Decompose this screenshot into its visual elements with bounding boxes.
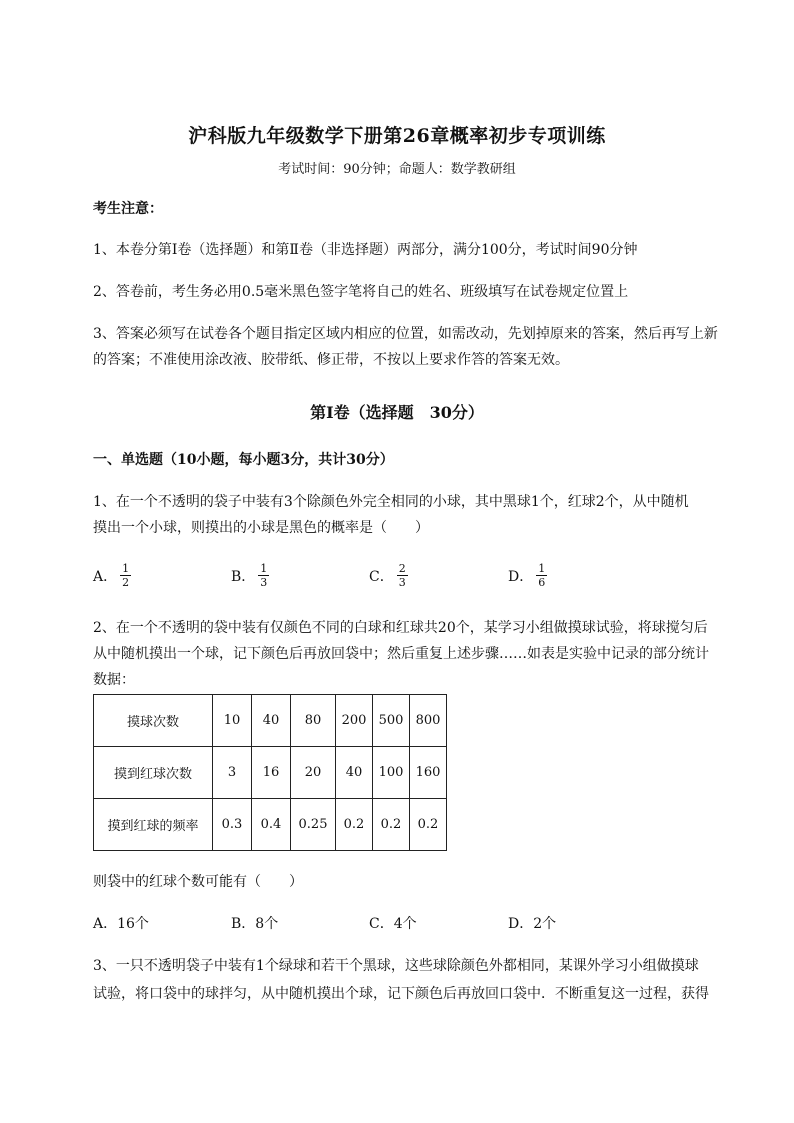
table-cell: 20 bbox=[291, 747, 336, 799]
table-row bbox=[94, 747, 447, 799]
q3-line2: 试验，将口袋中的球拌匀，从中随机摸出个球，记下颜色后再放回口袋中．不断重复这一过程，获得 bbox=[93, 986, 709, 1002]
q2-line3: 数据： bbox=[93, 672, 135, 688]
table-cell: 200 bbox=[336, 695, 373, 747]
q1-option-d bbox=[508, 562, 547, 589]
q2-option-b: B．8个 bbox=[231, 916, 279, 932]
numerator: 1 bbox=[538, 562, 546, 575]
denominator: 3 bbox=[260, 576, 268, 589]
notice-heading: 考生注意： bbox=[93, 201, 163, 217]
table-cell: 16 bbox=[252, 747, 291, 799]
q1-option-b bbox=[231, 562, 269, 589]
option-label: B． bbox=[231, 568, 256, 585]
row-label: 摸到红球的频率 bbox=[94, 799, 213, 851]
option-label: A． bbox=[93, 568, 118, 585]
q3-line1: 3、一只不透明袋子中装有1个绿球和若干个黑球，这些球除颜色外都相同，某课外学习小组做摸球 bbox=[93, 958, 699, 974]
table-cell: 160 bbox=[410, 747, 447, 799]
fraction bbox=[536, 562, 547, 589]
numerator: 1 bbox=[260, 562, 268, 575]
q2-line1: 2、在一个不透明的袋中装有仅颜色不同的白球和红球共20个，某学习小组做摸球试验，将球搅匀后 bbox=[93, 620, 708, 636]
table-cell: 10 bbox=[213, 695, 252, 747]
notice-item-3-line1: 3、答案必须写在试卷各个题目指定区域内相应的位置，如需改动，先划掉原来的答案，然后再写上新 bbox=[93, 326, 718, 342]
table-cell: 40 bbox=[252, 695, 291, 747]
q2-line2: 从中随机摸出一个球，记下颜色后再放回袋中；然后重复上述步骤……如表是实验中记录的部分统计 bbox=[93, 646, 709, 662]
notice-item-2: 2、答卷前，考生务必用0.5毫米黑色签字笔将自己的姓名、班级填写在试卷规定位置上 bbox=[93, 284, 629, 300]
row-label: 摸到红球次数 bbox=[94, 747, 213, 799]
table-cell: 80 bbox=[291, 695, 336, 747]
q2-question: 则袋中的红球个数可能有（ ） bbox=[93, 874, 303, 890]
numerator: 2 bbox=[398, 562, 406, 575]
table-cell: 0.2 bbox=[373, 799, 410, 851]
fraction bbox=[120, 562, 131, 589]
notice-item-1: 1、本卷分第Ⅰ卷（选择题）和第Ⅱ卷（非选择题）两部分，满分100分，考试时间90分钟 bbox=[93, 242, 638, 258]
exam-subtitle: 考试时间：90分钟；命题人：数学教研组 bbox=[278, 162, 516, 177]
table-cell: 0.2 bbox=[336, 799, 373, 851]
table-cell: 0.3 bbox=[213, 799, 252, 851]
q2-option-d: D．2个 bbox=[508, 916, 557, 932]
q1-option-a bbox=[93, 562, 131, 589]
denominator: 2 bbox=[122, 576, 130, 589]
table-cell: 0.4 bbox=[252, 799, 291, 851]
q2-option-c: C．4个 bbox=[369, 916, 417, 932]
table-cell: 0.2 bbox=[410, 799, 447, 851]
table-row bbox=[94, 695, 447, 747]
table-cell: 40 bbox=[336, 747, 373, 799]
q1-line1: 1、在一个不透明的袋子中装有3个除颜色外完全相同的小球，其中黑球1个，红球2个，从中随机 bbox=[93, 494, 689, 510]
part1-title: 第Ⅰ卷（选择题 30分） bbox=[310, 403, 484, 422]
q2-option-a: A．16个 bbox=[93, 916, 149, 932]
numerator: 1 bbox=[122, 562, 130, 575]
fraction bbox=[397, 562, 408, 589]
table-cell: 500 bbox=[373, 695, 410, 747]
denominator: 3 bbox=[398, 576, 406, 589]
table-cell: 800 bbox=[410, 695, 447, 747]
denominator: 6 bbox=[538, 576, 546, 589]
q1-line2: 摸出一个小球，则摸出的小球是黑色的概率是（ ） bbox=[93, 520, 429, 536]
section-heading: 一、单选题（10小题，每小题3分，共计30分） bbox=[93, 452, 394, 468]
row-label: 摸球次数 bbox=[94, 695, 213, 747]
option-label: D． bbox=[508, 568, 534, 585]
notice-item-3-line2: 的答案；不准使用涂改液、胶带纸、修正带，不按以上要求作答的答案无效。 bbox=[93, 352, 569, 368]
q1-option-c bbox=[369, 562, 408, 589]
table-cell: 3 bbox=[213, 747, 252, 799]
q2-data-table bbox=[93, 694, 447, 851]
exam-title: 沪科版九年级数学下册第26章概率初步专项训练 bbox=[188, 125, 606, 147]
table-row bbox=[94, 799, 447, 851]
option-label: C． bbox=[369, 568, 394, 585]
fraction bbox=[258, 562, 269, 589]
table-cell: 0.25 bbox=[291, 799, 336, 851]
table-cell: 100 bbox=[373, 747, 410, 799]
